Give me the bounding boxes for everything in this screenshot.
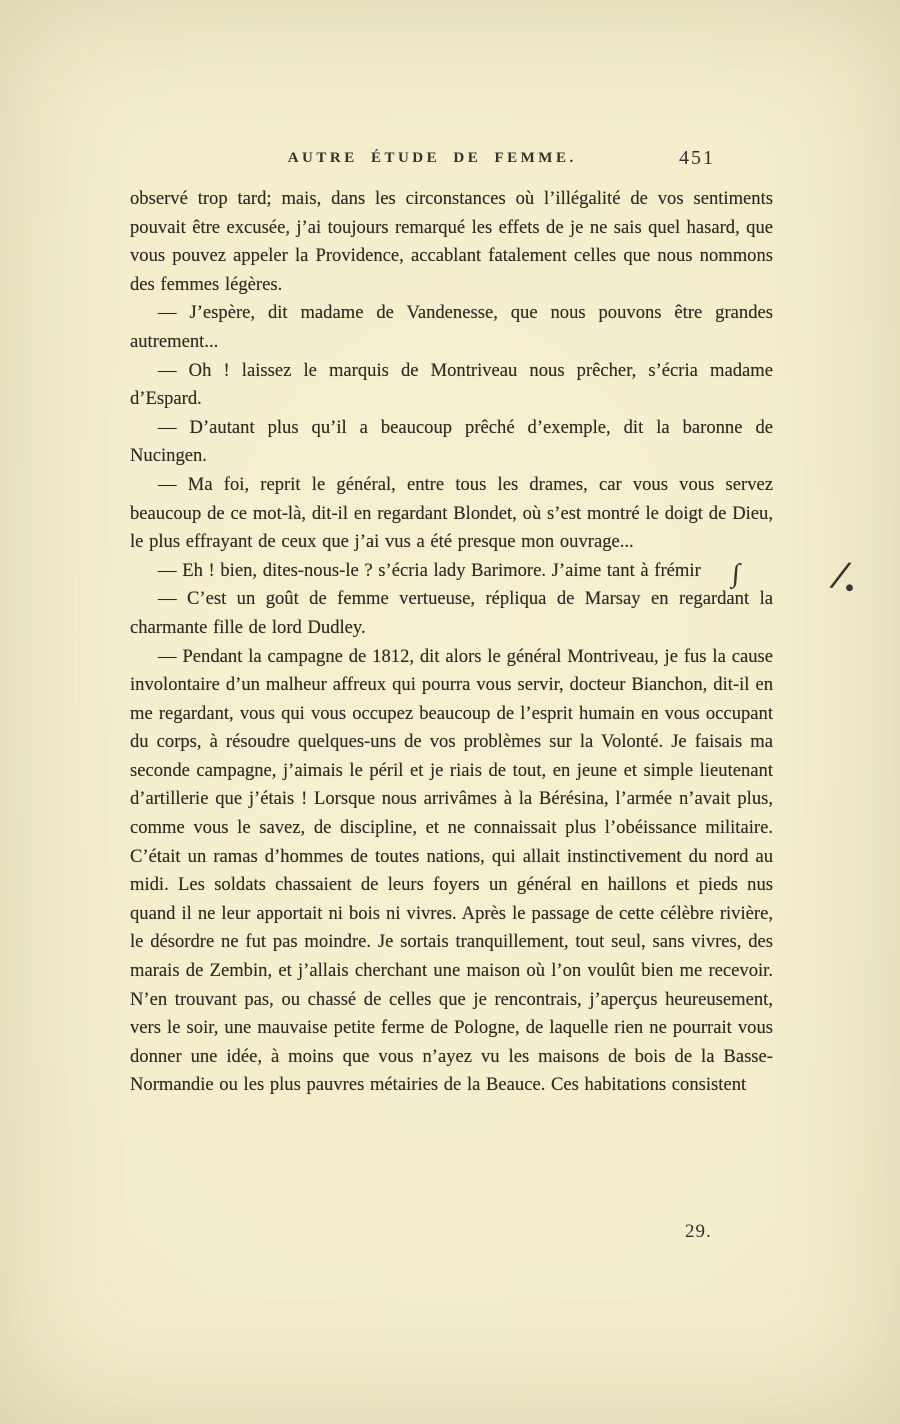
paragraph-6-text: — Eh ! bien, dites-nous-le ? s’écria lady Barimore. J’aime tant à frémir [158, 559, 701, 581]
signature-mark: 29. [685, 1221, 712, 1242]
paragraph-3: — Oh ! laissez le marquis de Montriveau nous prêcher, s’écria madame d’Espard. [130, 359, 773, 410]
paragraph-4: — D’autant plus qu’il a beaucoup prêché d’exemple, dit la baronne de Nucingen. [130, 416, 773, 467]
running-title: AUTRE ÉTUDE DE FEMME. [287, 150, 577, 166]
paragraph-2: — J’espère, dit madame de Vandenesse, que nous pouvons être grandes autrement... [130, 302, 773, 352]
proofreader-slash-icon: /. [830, 552, 864, 602]
paragraph-5: — Ma foi, reprit le général, entre tous les drames, car vous vous servez beaucoup de ce mot-là, dit-il en regardant Blondet, où s’est montré le doigt de Dieu, le plus effrayant de ceux que j’ai vus a été presque mon ouvrage... [130, 473, 773, 553]
page-number: 451 [679, 147, 715, 169]
paragraph-8: — Pendant la campagne de 1812, dit alors le général Montriveau, je fus la cause involontaire d’un malheur affreux qui pourra vous servir, docteur Bianchon, dit-il en me regardant, vous qui vous occupez beaucoup de l’esprit humain en vous occupant du corps, à résoudre quelques-uns de vos problèmes sur la Volonté. Je faisais ma seconde campagne, j’aimais le péril et je riais de tout, en jeune et simple lieutenant d’artillerie que j’étais ! Lorsque nous arrivâmes à la Bérésina, l’armée n’avait plus, comme vous le savez, de discipline, et ne connaissait plus l’obéissance militaire. C’était un ramas d’hommes de toutes nations, qui allait instinctivement du nord au midi. Les soldats chassaient de leurs foyers un général en haillons et pieds nus quand il ne leur apportait ni bois ni vivres. Après le passage de cette célèbre rivière, le désordre ne fut pas moindre. Je sortais tranquillement, tout seul, sans vivres, des marais de Zembin, et j’allais cherchant une maison où l’on voulût bien me recevoir. N’en trouvant pas, ou chassé de celles que je rencontrais, j’aperçus heureusement, vers le soir, une mauvaise petite ferme de Pologne, de laquelle rien ne pourrait vous donner une idée, à moins que vous n’ayez vu les maisons de bois de la Basse-Normandie ou les plus pauvres métairies de la Beauce. Ces habitations consistent [130, 645, 773, 1096]
handwritten-stroke-icon: ∫ [730, 557, 741, 588]
paragraph-1: observé trop tard; mais, dans les circonstances où l’illégalité de vos sentiments pouvait être excusée, j’ai toujours remarqué les effets de je ne sais quel hasard, que vous pouvez appeler la Providence, accablant fatalement celles que nous nommons des femmes légères. [130, 188, 773, 295]
paragraph-7: — C’est un goût de femme vertueuse, répliqua de Marsay en regardant la charmante fille de lord Dudley. [130, 588, 773, 638]
paragraph-6 [130, 557, 773, 586]
page-header [130, 147, 773, 176]
text-block [130, 185, 773, 1100]
